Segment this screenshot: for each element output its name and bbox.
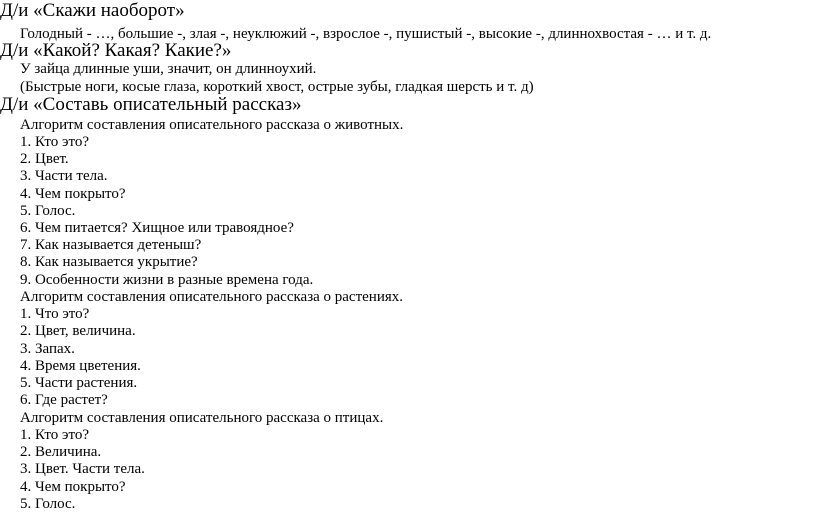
opposites-words-line: Голодный - …, большие -, злая -, неуклюжий -, взрослое -, пушистый -, высокие -, длиннохвостая - … и т. д. (20, 26, 712, 42)
list-item: 2. Цвет. (20, 151, 69, 167)
list-item: 4. Чем покрыто? (20, 186, 126, 202)
list-item: 9. Особенности жизни в разные времена года. (20, 272, 314, 288)
list-item: 6. Где растет? (20, 392, 108, 408)
list-item: 5. Части растения. (20, 375, 138, 391)
list-item: 7. Как называется детеныш? (20, 237, 202, 253)
animals-algorithm-heading: Алгоритм составления описательного рассказа о животных. (20, 117, 404, 133)
list-item: 4. Чем покрыто? (20, 479, 126, 495)
list-item: 6. Чем питается? Хищное или травоядное? (20, 220, 294, 236)
list-item: 8. Как называется укрытие? (20, 254, 198, 270)
list-item: 2. Цвет, величина. (20, 323, 136, 339)
list-item: 1. Кто это? (20, 427, 89, 443)
birds-algorithm-heading: Алгоритм составления описательного рассказа о птицах. (20, 410, 384, 426)
example-sentence-line: У зайца длинные уши, значит, он длинноухий. (20, 61, 317, 77)
section-title-which-game: Д/и «Какой? Какая? Какие?» (0, 40, 232, 61)
list-item: 1. Что это? (20, 306, 90, 322)
plants-algorithm-heading: Алгоритм составления описательного рассказа о растениях. (20, 289, 404, 305)
example-parenthetical-line: (Быстрые ноги, косые глаза, короткий хвост, острые зубы, гладкая шерсть и т. д) (20, 79, 534, 95)
list-item: 3. Запах. (20, 341, 75, 357)
list-item: 5. Голос. (20, 203, 76, 219)
list-item: 3. Части тела. (20, 168, 108, 184)
list-item: 3. Цвет. Части тела. (20, 461, 145, 477)
list-item: 2. Величина. (20, 444, 102, 460)
section-title-descriptive-story-game: Д/и «Составь описательный рассказ» (0, 94, 302, 115)
list-item: 5. Голос. (20, 496, 76, 512)
section-title-opposites-game: Д/и «Скажи наоборот» (0, 0, 185, 21)
list-item: 1. Кто это? (20, 134, 89, 150)
list-item: 4. Время цветения. (20, 358, 141, 374)
